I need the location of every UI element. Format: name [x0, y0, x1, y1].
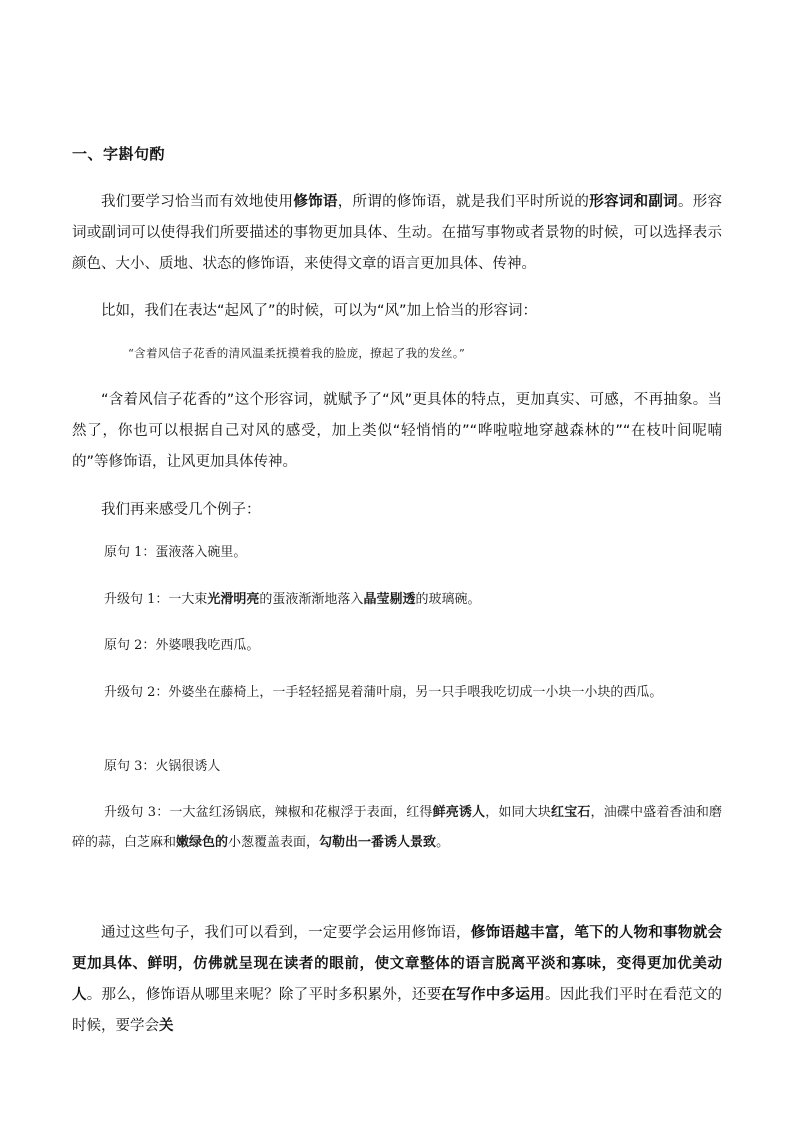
examples-lead: 我们再来感受几个例子： — [101, 502, 261, 518]
upgraded-sentence-1 — [72, 585, 722, 615]
upgraded-sentence-2: 升级句 2：外婆坐在藤椅上，一手轻轻摇晃着蒲叶扇，另一只手喂我吃切成一小块一小块的西瓜。 — [104, 685, 663, 700]
upgraded-sentence-3 — [72, 798, 722, 858]
intro-text-3: 。形容词或副词可以使得我们所要描述的事物更加具体、生动。在描写事物或者景物的时候，可以选择表示颜色、大小、质地、状态的修饰语，来使得文章的语言更加具体、传神。 — [72, 194, 723, 272]
upgraded-1-text-1: 升级句 1：一大束 — [104, 592, 208, 607]
upgraded-1-text-3: 的玻璃碗。 — [415, 592, 481, 607]
original-sentence-2: 原句 2：外婆喂我吃西瓜。 — [104, 638, 260, 653]
upgraded-3-bold-4: 勾勒出一番诱人景致 — [319, 835, 437, 850]
upgraded-3-text-5: 。 — [436, 835, 450, 850]
upgraded-3-text-3: ，油碟中盛着香油和磨碎的蒜，白芝麻和 — [72, 805, 722, 850]
conclusion-text-1: 通过这些句子，我们可以看到，一定要学会运用修饰语， — [101, 925, 471, 941]
section-heading: 一、字斟句酌 — [72, 145, 166, 163]
conclusion-text-3: 。因此我们平时在看范文的时候，要学会 — [72, 987, 723, 1034]
conclusion-text-2: 。那么，修饰语从哪里来呢？除了平时多积累外，还要 — [86, 987, 442, 1003]
upgraded-3-bold-3: 嫩绿色的 — [176, 835, 229, 850]
intro-text-1: 我们要学习恰当而有效地使用 — [101, 194, 294, 210]
upgraded-1-bold-2: 晶莹剔透 — [363, 592, 416, 607]
upgraded-3-text-4: 小葱覆盖表面， — [228, 835, 320, 850]
original-sentence-3: 原句 3：火锅很诱人 — [104, 759, 221, 774]
quote-sentence: “含着风信子花香的清风温柔抚摸着我的脸庞，撩起了我的发丝。” — [128, 346, 466, 360]
explanation-paragraph: “含着风信子花香的”这个形容词，就赋予了“风”更具体的特点，更加真实、可感，不再抽象。当然了，你也可以根据自己对风的感受，加上类似“轻悄悄的”“哗啦啦地穿越森林的”“在枝叶间呢喃的”等修饰语，让风更加具体传神。 — [72, 392, 722, 470]
example-intro-paragraph: 比如，我们在表达“起风了”的时候，可以为“风”加上恰当的形容词： — [101, 303, 538, 319]
upgraded-3-bold-2: 红宝石 — [551, 805, 591, 820]
upgraded-1-text-2: 的蛋液渐渐地落入 — [259, 592, 364, 607]
upgraded-3-text-1: 升级句 3：一大盆红汤锅底，辣椒和花椒浮于表面，红得 — [104, 805, 433, 820]
upgraded-1-bold-1: 光滑明亮 — [207, 592, 260, 607]
upgraded-3-bold-1: 鲜亮诱人 — [432, 805, 486, 820]
upgraded-3-text-2: ，如同大块 — [485, 805, 552, 820]
conclusion-bold-2: 在写作中多运用 — [441, 987, 545, 1003]
conclusion-paragraph — [72, 918, 722, 1042]
original-sentence-1: 原句 1：蛋液落入碗里。 — [104, 545, 247, 560]
intro-bold-1: 修饰语 — [293, 194, 338, 210]
conclusion-bold-3: 关 — [159, 1018, 174, 1034]
intro-text-2: ，所谓的修饰语，就是我们平时所说的 — [337, 194, 590, 210]
intro-bold-2: 形容词和副词 — [589, 194, 678, 210]
intro-paragraph — [72, 187, 722, 280]
conclusion-bold-1: 修饰语越丰富，笔下的人物和事物就会更加具体、鲜明，仿佛就呈现在读者的眼前，使文章整体的语言脱离平淡和寡味，变得更加优美动人 — [72, 925, 723, 1003]
